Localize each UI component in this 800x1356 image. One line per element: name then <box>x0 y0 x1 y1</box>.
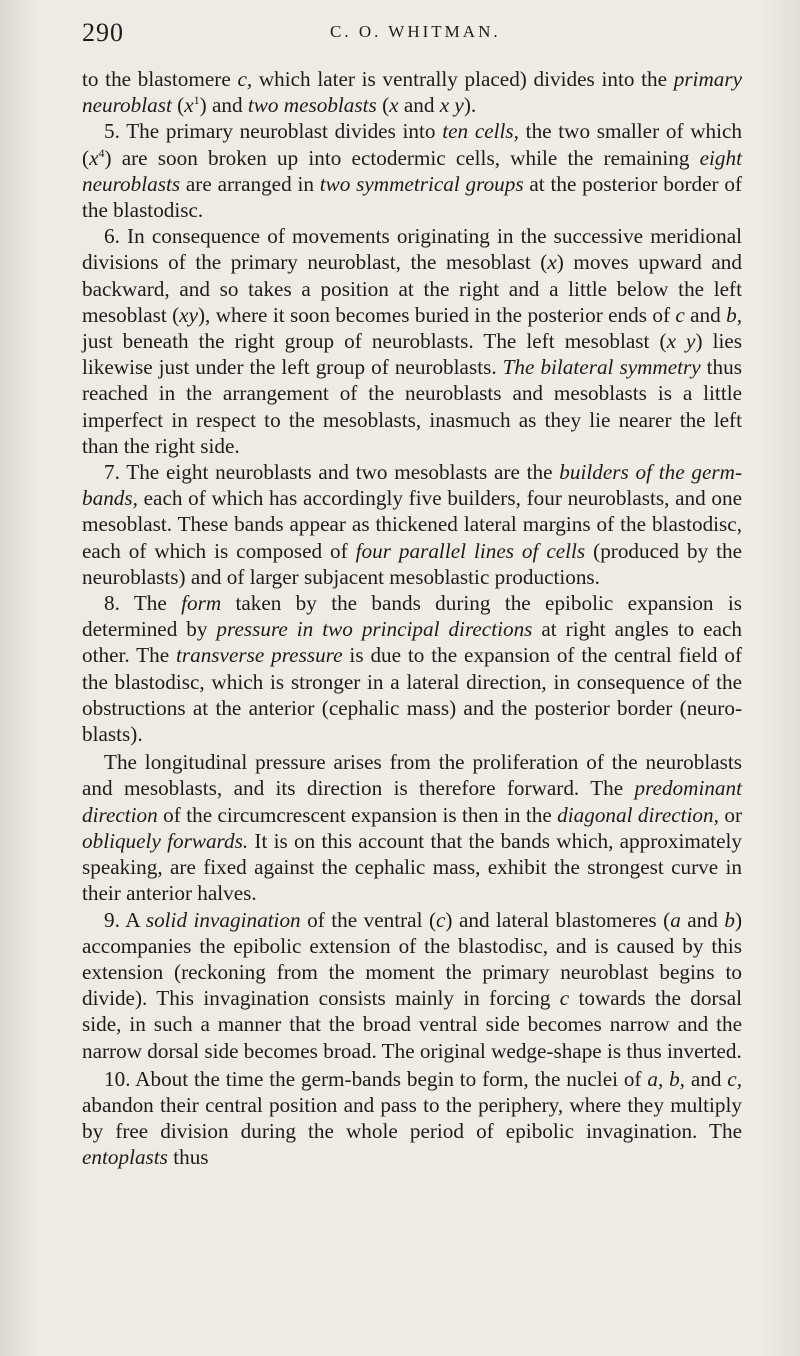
paragraph-5: 5. The primary neuroblast divides into ten cells, the two smaller of which $(x^4)$ are soon broken up into ectodermic cells, while the remaining eight neuroblasts are arranged in two symmetrical groups at the posterior border of the blastodisc. <box>82 119 743 223</box>
page-header <box>82 18 740 48</box>
paragraph-8: 8. The form taken by the bands during the epibolic expansion is determined by pressure in two principal directions at right angles to each other. The transverse pressure is due to the expansion of the central field of the blastodisc, which is stronger in a lateral direction, in consequence of the obstructions at the anterior (cephalic mass) and the posterior border (neuro-blasts). <box>82 591 742 747</box>
body-text <box>82 66 742 1171</box>
running-head: C. O. WHITMAN. <box>330 22 501 41</box>
paragraph-8-continued: The longitudinal pressure arises from the proliferation of the neuroblasts and mesoblasts, and its direction is therefore forward. The predominant direction of the circumcrescent expansion is then in the diagonal direction, or obliquely forwards. It is on this account that the bands which, approximately speaking, are fixed against the cephalic mass, exhibit the strongest curve in their anterior halves. <box>82 750 743 906</box>
page-number: 290 <box>82 18 124 47</box>
paragraph-continuation: to the blastomere c, which later is ventrally placed) divides into the primary neuroblast $(x^1)$ and two mesoblasts (x and x y). <box>82 67 742 118</box>
paragraph-10: 10. About the time the germ-bands begin to form, the nuclei of a, b, and c, abandon their central position and pass to the periphery, where they multiply by free division during the whole period of epibolic invagination. The entoplasts thus <box>82 1066 742 1170</box>
paragraph-6: 6. In consequence of movements originating in the successive meridional divisions of the primary neuroblast, the mesoblast (x) moves upward and backward, and so takes a position at the right and a little below the left mesoblast (xy), where it soon becomes buried in the posterior ends of c and b, just beneath the right group of neuroblasts. The left mesoblast (x y) lies likewise just under the left group of neuroblasts. The bilateral symmetry thus reached in the arrangement of the neuroblasts and mesoblasts is a little imperfect in respect to the mesoblasts, inasmuch as they lie nearer the left than the right side. <box>82 224 743 458</box>
paragraph-7: 7. The eight neuroblasts and two mesoblasts are the builders of the germ-bands, each of which has accordingly five builders, four neuroblasts, and one mesoblast. These bands appear as thickened lateral margins of the blastodisc, each of which is composed of four parallel lines of cells (produced by the neuroblasts) and of larger subjacent mesoblastic productions. <box>82 460 742 589</box>
paragraph-9: 9. A solid invagination of the ventral (c) and lateral blastomeres (a and b) accompanies the epibolic extension of the blastodisc, and is caused by this extension (reckoning from the moment the primary neuroblast begins to divide). This invagination consists mainly in forcing c towards the dorsal side, in such a manner that the broad ventral side becomes narrow and the narrow dorsal side becomes broad. The original wedge-shape is thus inverted. <box>82 907 743 1063</box>
